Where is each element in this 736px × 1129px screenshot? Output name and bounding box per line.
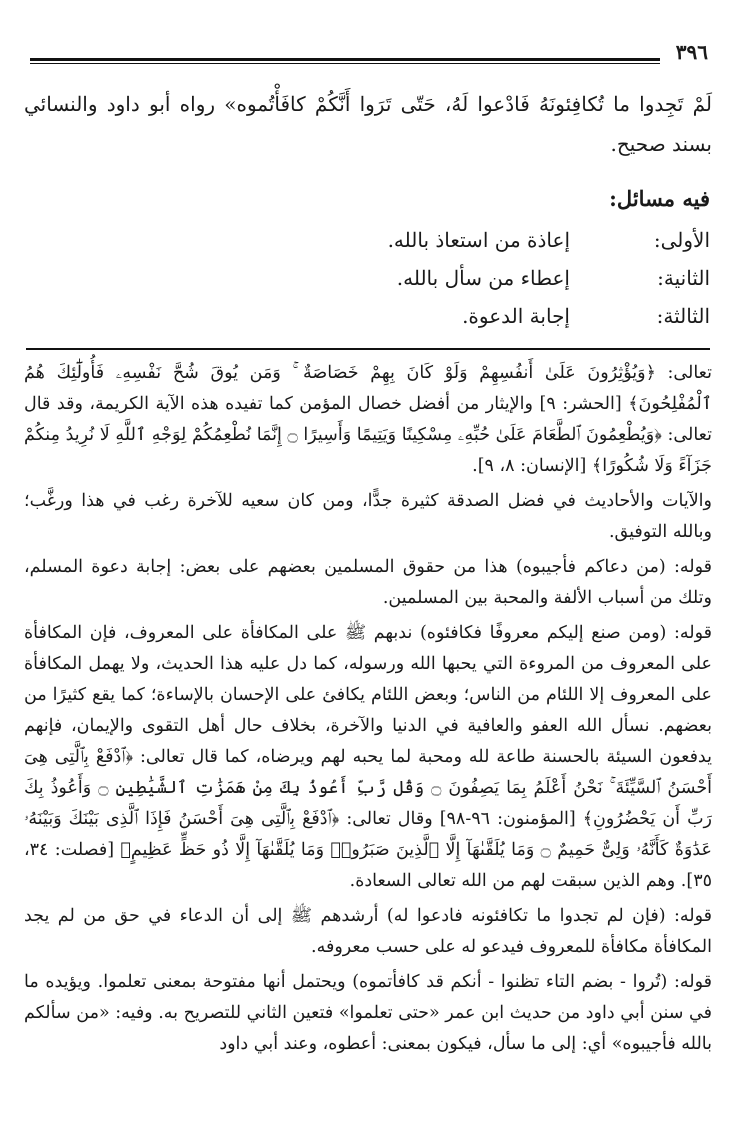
issue-text: إعطاء من سأل بالله. — [396, 266, 570, 290]
footnote-divider — [26, 348, 710, 350]
issue-label: الثالثة: — [656, 304, 710, 328]
page-header — [26, 38, 710, 68]
commentary-paragraph: قوله: (تُروا - بضم التاء تظنوا - أنكم قد كافأتموه) ويحتمل أنها مفتوحة بمعنى تعلموا. ويؤيده ما في سنن أبي داود من حديث ابن عمر «حتى تعلموا» فتعين الثاني للتصريح به. وفيه: «من سألكم بالله فأجيبوه» أي: إلى ما سأل، فيكون بمعنى: أعطوه، وعند أبي داود — [24, 972, 712, 1054]
commentary-paragraph: تعالى: ﴿وَيُؤْثِرُونَ عَلَىٰ أَنفُسِهِمْ وَلَوْ كَانَ بِهِمْ خَصَاصَةٌ ۚ وَمَن يُوقَ شُحَّ نَفْسِهِۦ فَأُولَٰٓئِكَ هُمُ ٱلْمُفْلِحُونَ﴾ [الحشر: ٩] والإيثار من أفضل خصال المؤمن كما تفيده هذه الآية الكريمة، وقد قال تعالى: ﴿وَيُطْعِمُونَ ٱلطَّعَامَ عَلَىٰ حُبِّهِۦ مِسْكِينًا وَيَتِيمًا وَأَسِيرًا ۝ إِنَّمَا نُطْعِمُكُمْ لِوَجْهِ ٱللَّهِ لَا نُرِيدُ مِنكُمْ جَزَآءً وَلَا شُكُورًا﴾ [الإنسان: ٨، ٩]. — [24, 363, 712, 476]
commentary-paragraph: قوله: (من دعاكم فأجيبوه) هذا من حقوق المسلمين بعضهم على بعض: إجابة دعوة المسلم، وتلك من أسباب الألفة والمحبة بين المسلمين. — [24, 557, 712, 608]
header-rule — [30, 58, 660, 64]
main-text: لَمْ تَجِدوا ما تُكافِئونَهُ فَادْعوا لَهُ، حَتّى تَرَوا أَنَّكُمْ كافَأْتُموه» رواه أبو داود والنسائي بسند صحيح. — [24, 92, 712, 156]
issue-text: إعاذة من استعاذ بالله. — [387, 228, 570, 252]
commentary — [24, 358, 712, 1064]
issue-text: إجابة الدعوة. — [462, 304, 570, 328]
issue-row — [50, 228, 710, 266]
commentary-paragraph: والآيات والأحاديث في فضل الصدقة كثيرة جدًّا، ومن كان سعيه للآخرة رغب في هذا ورغَّب؛ وبالله التوفيق. — [24, 491, 712, 542]
issue-label: الثانية: — [657, 266, 710, 290]
issue-row — [50, 304, 710, 342]
issue-row — [50, 266, 710, 304]
commentary-paragraph: قوله: (ومن صنع إليكم معروفًا فكافئوه) ندبهم ﷺ على المكافأة على المعروف، فإن المكافأة على المعروف من المروءة التي يحبها الله ورسوله، كما دل عليه هذا الحديث، ولا يهمل المكافأة على المعروف إلا اللئام من الناس؛ وبعض اللئام يكافئ على الإحسان بالإساءة؛ كما يقع كثيرًا من بعضهم. نسأل الله العفو والعافية في الدنيا والآخرة، بخلاف حال أهل التقوى والإيمان، فإنهم يدفعون السيئة بالحسنة طاعة لله ومحبة لما يحبه لهم ويرضاه، كما قال تعالى: ﴿ٱدْفَعْ بِٱلَّتِى هِىَ أَحْسَنُ ٱلسَّيِّئَةَ ۚ نَحْنُ أَعْلَمُ بِمَا يَصِفُونَ ۝ وَقُل رَّبِّ أَعُوذُ بِكَ مِنْ هَمَزَٰتِ ٱلشَّيَٰطِينِ ۝ وَأَعُوذُ بِكَ رَبِّ أَن يَحْضُرُونِ﴾ [المؤمنون: ٩٦-٩٨] وقال تعالى: ﴿ٱدْفَعْ بِٱلَّتِى هِىَ أَحْسَنُ فَإِذَا ٱلَّذِى بَيْنَكَ وَبَيْنَهُۥ عَدَٰوَةٌ كَأَنَّهُۥ وَلِىٌّ حَمِيمٌ ۝ وَمَا يُلَقَّىٰهَآ إِلَّا ٱلَّذِينَ صَبَرُوا۟ وَمَا يُلَقَّىٰهَآ إِلَّا ذُو حَظٍّ عَظِيمٍ﴾ [فصلت: ٣٤، ٣٥]. وهم الذين سبقت لهم من الله تعالى السعادة. — [24, 623, 712, 891]
commentary-paragraph: قوله: (فإن لم تجدوا ما تكافئونه فادعوا له) أرشدهم ﷺ إلى أن الدعاء في حق من لم يجد المكافأة مكافأة للمعروف فيدعو له على حسب معروفه. — [24, 906, 712, 957]
page-number: ٣٩٦ — [675, 40, 708, 64]
issues-title: فيه مسائل: — [609, 186, 710, 211]
issue-label: الأولى: — [653, 228, 710, 252]
